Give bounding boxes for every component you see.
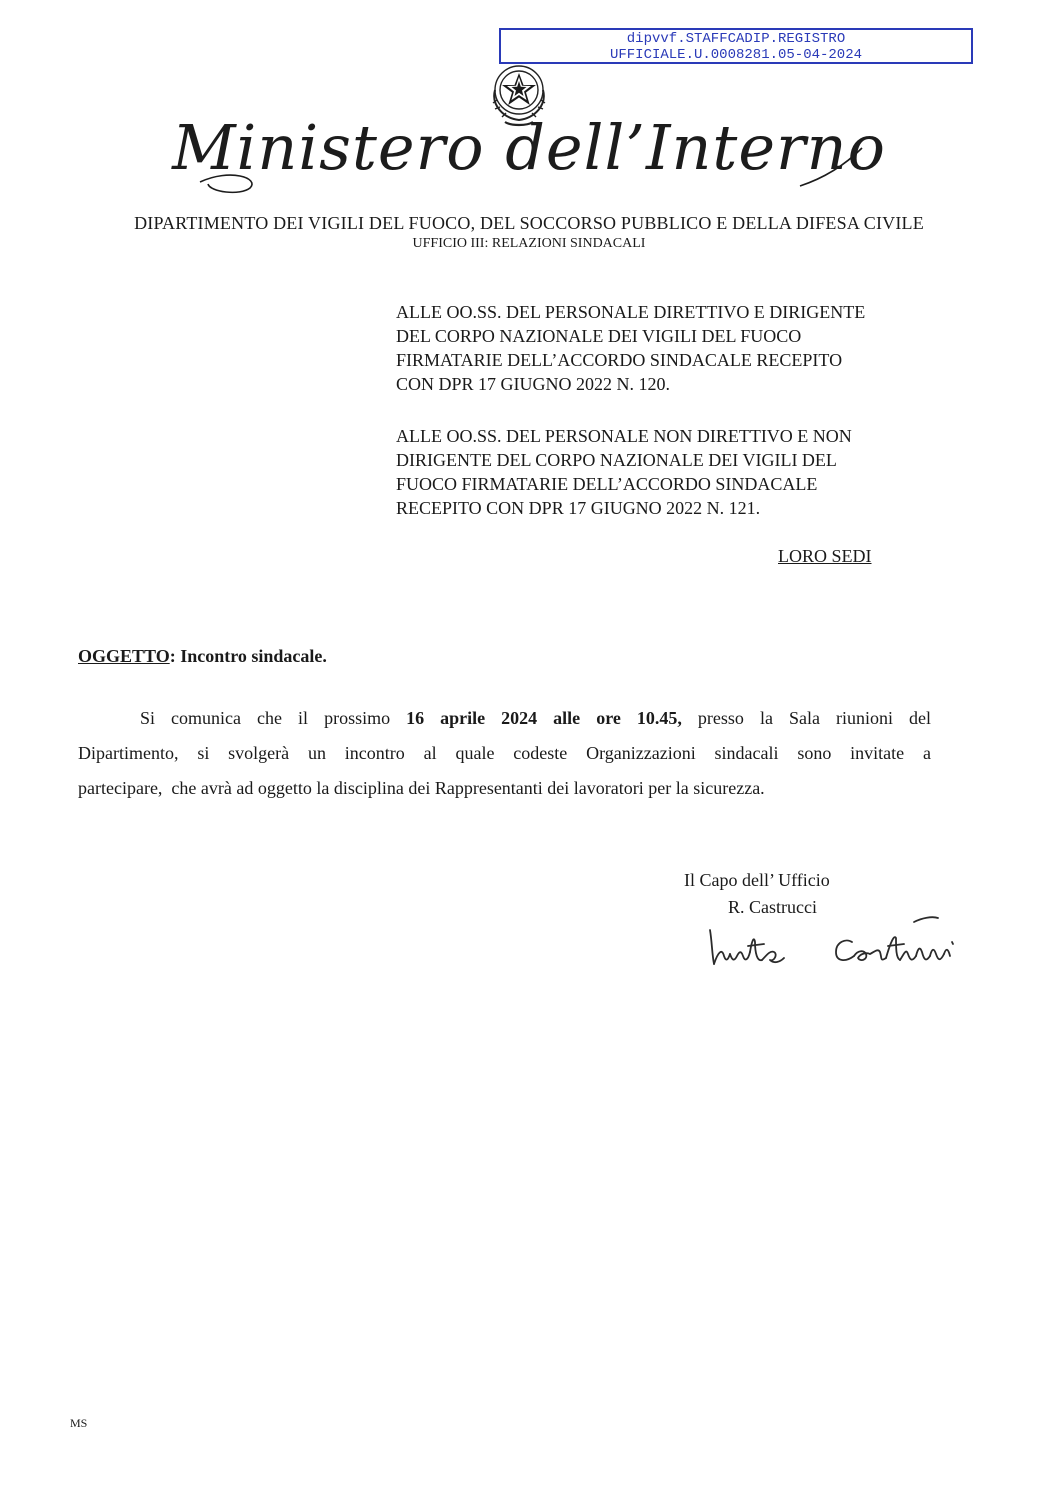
recipient-1-line-3: FIRMATARIE DELL’ACCORDO SINDACALE RECEPITO (396, 350, 843, 370)
ministry-title: Ministero dell’Interno (172, 111, 886, 184)
protocol-stamp-line-2: UFFICIALE.U.0008281.05-04-2024 (609, 47, 863, 63)
recipient-2-line-4: RECEPITO CON DPR 17 GIUGNO 2022 N. 121. (396, 498, 761, 518)
subject-label: OGGETTO (78, 646, 170, 666)
recipient-2-line-3: FUOCO FIRMATARIE DELL’ACCORDO SINDACALE (396, 474, 818, 494)
body-line-2: Dipartimento, si svolgerà un incontro al quale codeste Organizzazioni sindacali sono invitate a (78, 743, 931, 763)
typist-initials: MS (70, 1416, 88, 1430)
department-name: DIPARTIMENTO DEI VIGILI DEL FUOCO, DEL SOCCORSO PUBBLICO E DELLA DIFESA CIVILE (134, 213, 924, 233)
subject-line (78, 644, 327, 668)
signer-name: R. Castrucci (728, 897, 817, 917)
body-paragraph (78, 701, 931, 806)
recipient-1-line-4: CON DPR 17 GIUGNO 2022 N. 120. (396, 374, 671, 394)
protocol-stamp-line-1: dipvvf.STAFFCADIP.REGISTRO (626, 31, 846, 47)
office-name: UFFICIO III: RELAZIONI SINDACALI (412, 236, 646, 251)
body-line-1 (78, 701, 931, 736)
subject-text: : Incontro sindacale. (169, 646, 327, 666)
body-line-1-bold: 16 aprile 2024 alle ore 10.45, (406, 708, 682, 728)
protocol-stamp (499, 28, 973, 64)
handwritten-signature (700, 908, 1000, 968)
recipient-block-1 (396, 300, 976, 396)
loro-sedi: LORO SEDI (778, 546, 872, 566)
recipient-1-line-2: DEL CORPO NAZIONALE DEI VIGILI DEL FUOCO (396, 326, 802, 346)
recipient-2-line-2: DIRIGENTE DEL CORPO NAZIONALE DEI VIGILI DEL (396, 450, 837, 470)
recipient-block-2 (396, 424, 976, 520)
recipient-1-line-1: ALLE OO.SS. DEL PERSONALE DIRETTIVO E DIRIGENTE (396, 302, 866, 322)
body-line-1-post: presso la Sala riunioni del (681, 708, 931, 728)
ministry-title-flourish (190, 140, 870, 200)
signer-role: Il Capo dell’ Ufficio (684, 870, 830, 890)
body-line-3: partecipare, che avrà ad oggetto la disciplina dei Rappresentanti dei lavoratori per la sicurezza. (78, 778, 765, 798)
recipient-2-line-1: ALLE OO.SS. DEL PERSONALE NON DIRETTIVO E NON (396, 426, 852, 446)
body-line-1-pre: Si comunica che il prossimo (140, 708, 407, 728)
